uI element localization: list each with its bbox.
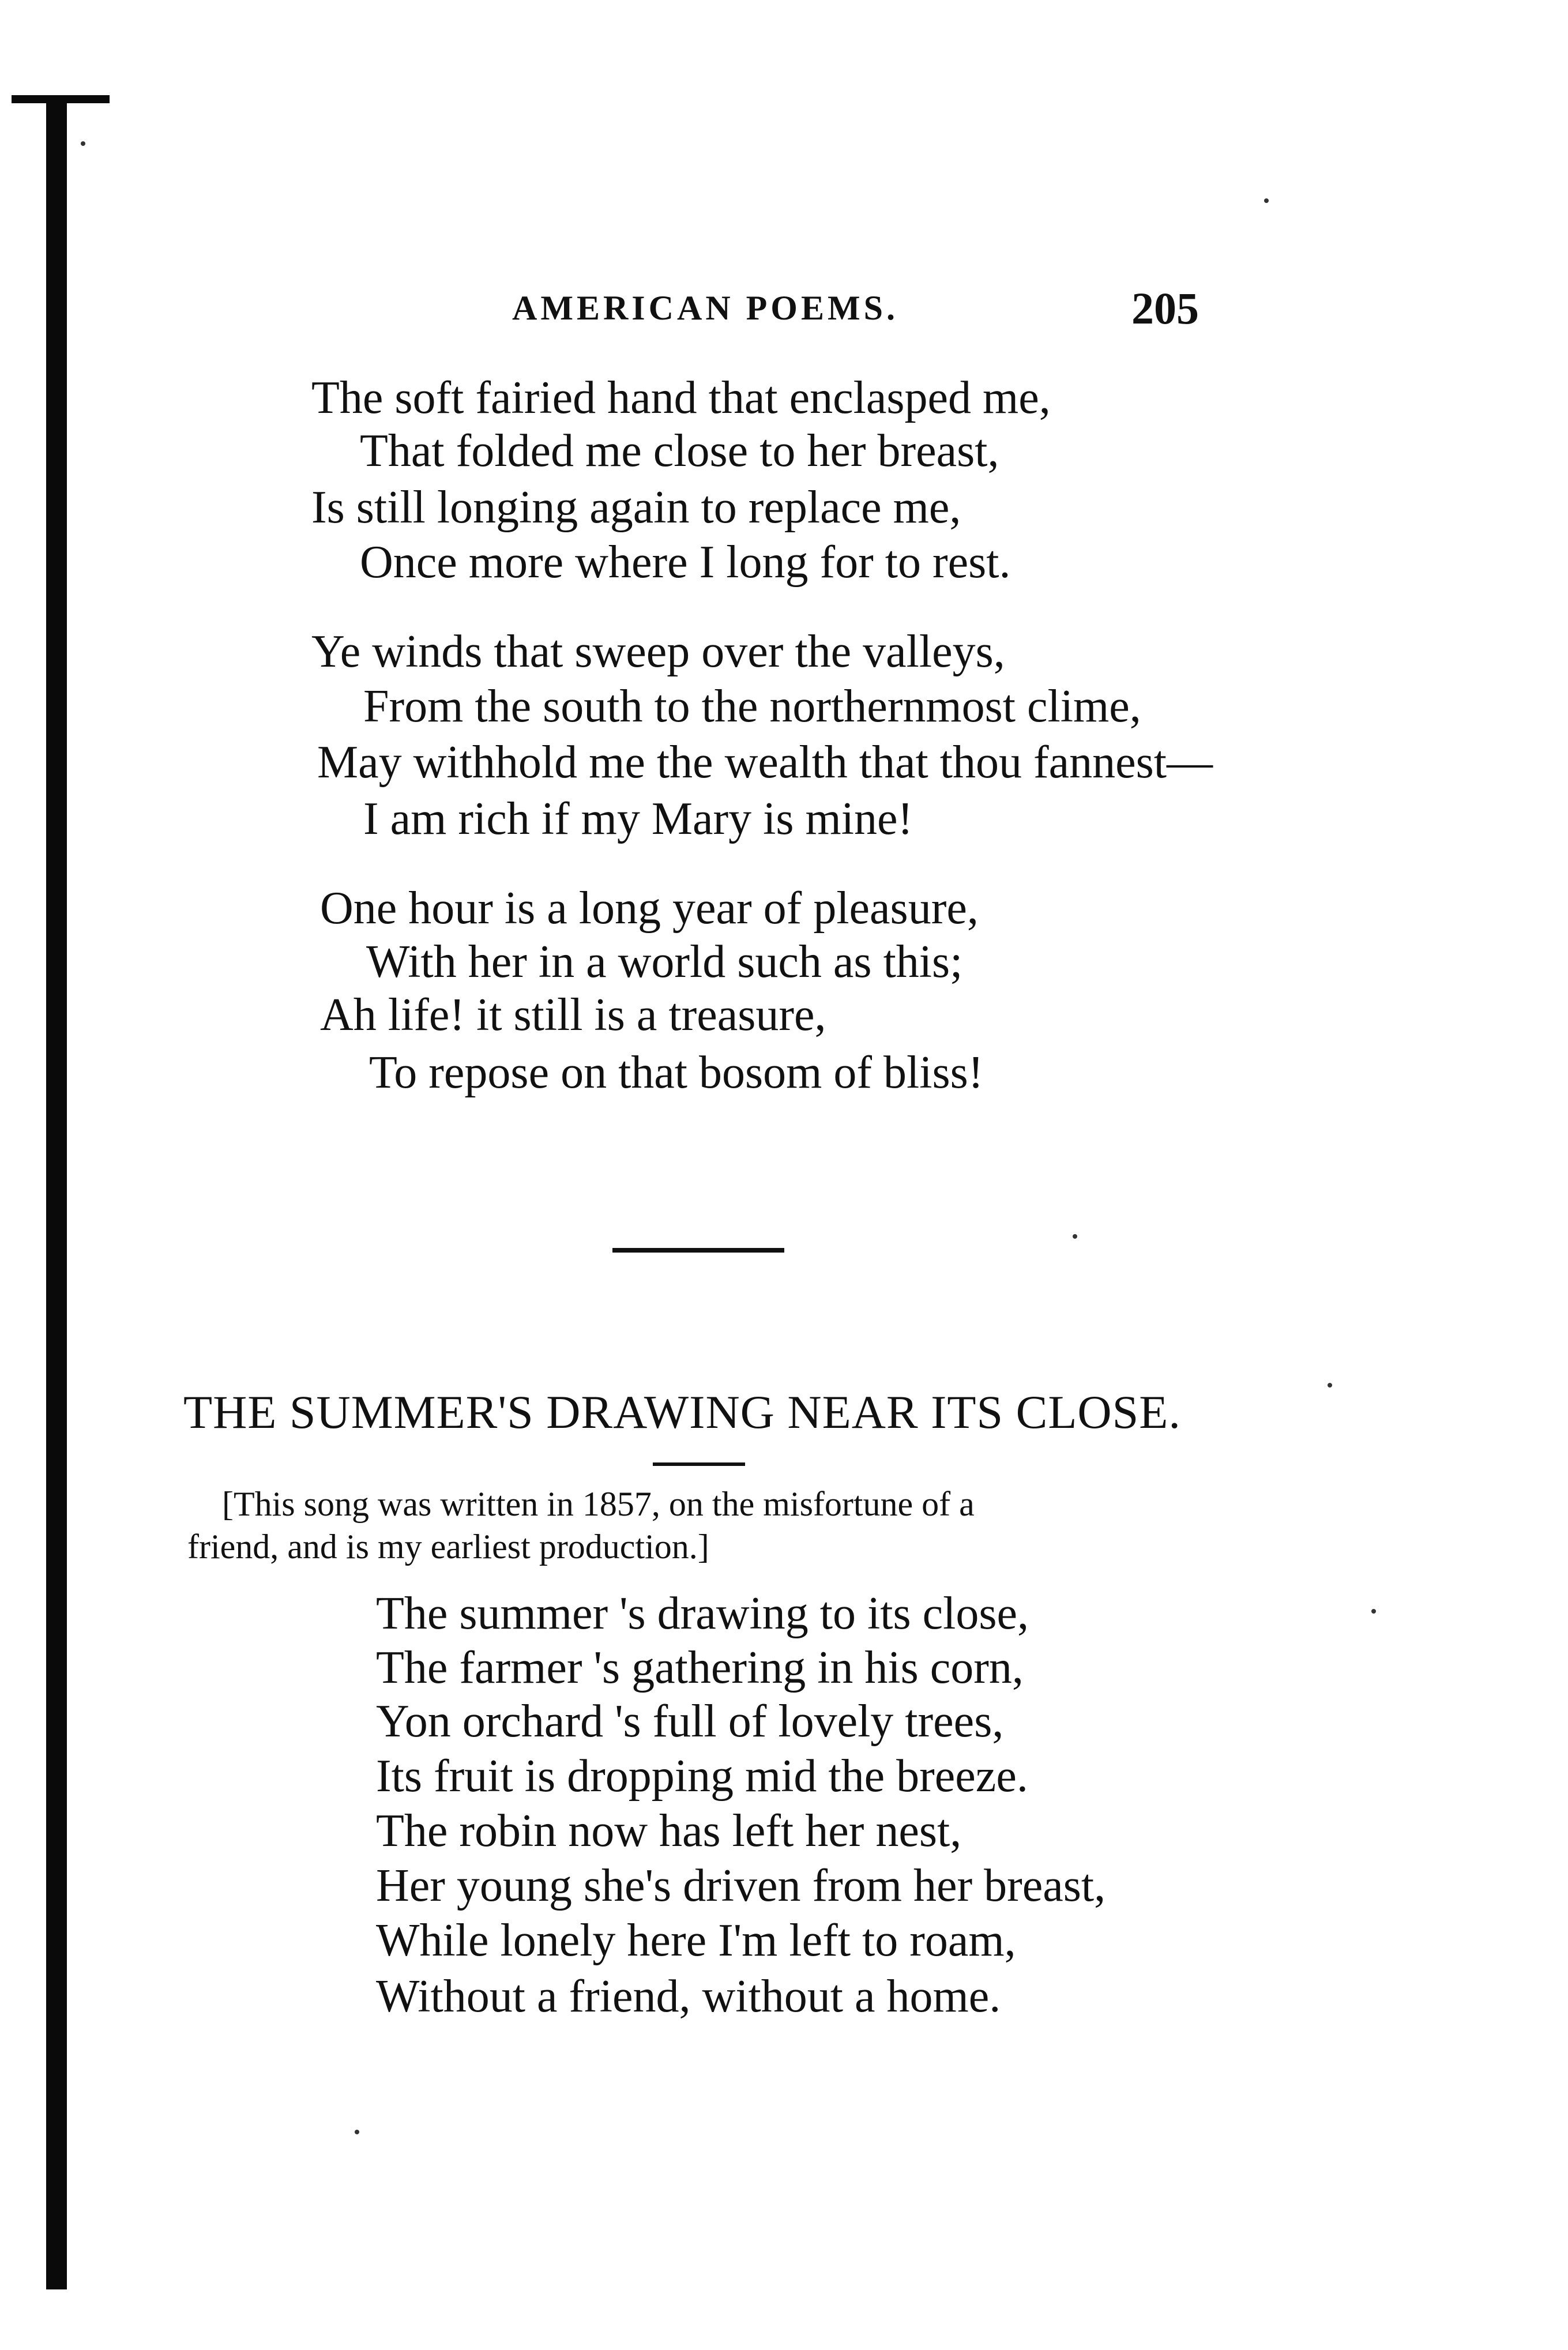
song-line: Yon orchard 's full of lovely trees, (376, 1696, 1004, 1747)
song-line: The summer 's drawing to its close, (376, 1588, 1029, 1639)
scan-speck (1073, 1234, 1077, 1239)
song-line: The farmer 's gathering in his corn, (376, 1642, 1024, 1693)
scan-speck (1328, 1383, 1332, 1388)
poem-line: Ye winds that sweep over the valleys, (311, 626, 1005, 677)
song-line: Her young she's driven from her breast, (376, 1860, 1106, 1911)
poem-line: Once more where I long for to rest. (360, 537, 1011, 588)
poem-line: One hour is a long year of pleasure, (320, 883, 979, 934)
poem-line: I am rich if my Mary is mine! (363, 794, 913, 844)
poem-line: To repose on that bosom of bliss! (369, 1047, 984, 1098)
scan-speck (355, 2130, 359, 2134)
song-note-line: friend, and is my earliest production.] (187, 1528, 709, 1566)
poem-line: Ah life! it still is a treasure, (320, 990, 826, 1040)
running-head: AMERICAN POEMS. (512, 289, 898, 327)
poem-line: With her in a world such as this; (366, 937, 963, 987)
poem-line: Is still longing again to replace me, (311, 482, 961, 533)
song-note-line: [This song was written in 1857, on the misfortune of a (222, 1485, 975, 1523)
title-underline-rule (653, 1462, 745, 1466)
poem-line: The soft fairied hand that enclasped me, (311, 373, 1051, 423)
song-line: The robin now has left her nest, (376, 1806, 962, 1856)
scan-speck (81, 141, 85, 146)
page-number: 205 (1131, 283, 1199, 333)
scan-speck (1371, 1609, 1376, 1614)
binding-edge-shadow (46, 98, 67, 2289)
song-line: While lonely here I'm left to roam, (376, 1915, 1016, 1966)
binding-edge-top-shadow (12, 95, 110, 103)
song-line: Without a friend, without a home. (376, 1971, 1001, 2022)
scan-speck (1264, 198, 1269, 203)
poem-line: May withhold me the wealth that thou fannest— (317, 737, 1213, 788)
poem-line: From the south to the northernmost clime, (363, 681, 1141, 732)
song-line: Its fruit is dropping mid the breeze. (376, 1751, 1028, 1802)
poem-line: That folded me close to her breast, (360, 426, 999, 476)
song-title: THE SUMMER'S DRAWING NEAR ITS CLOSE. (183, 1386, 1181, 1438)
section-divider-rule (612, 1248, 784, 1253)
